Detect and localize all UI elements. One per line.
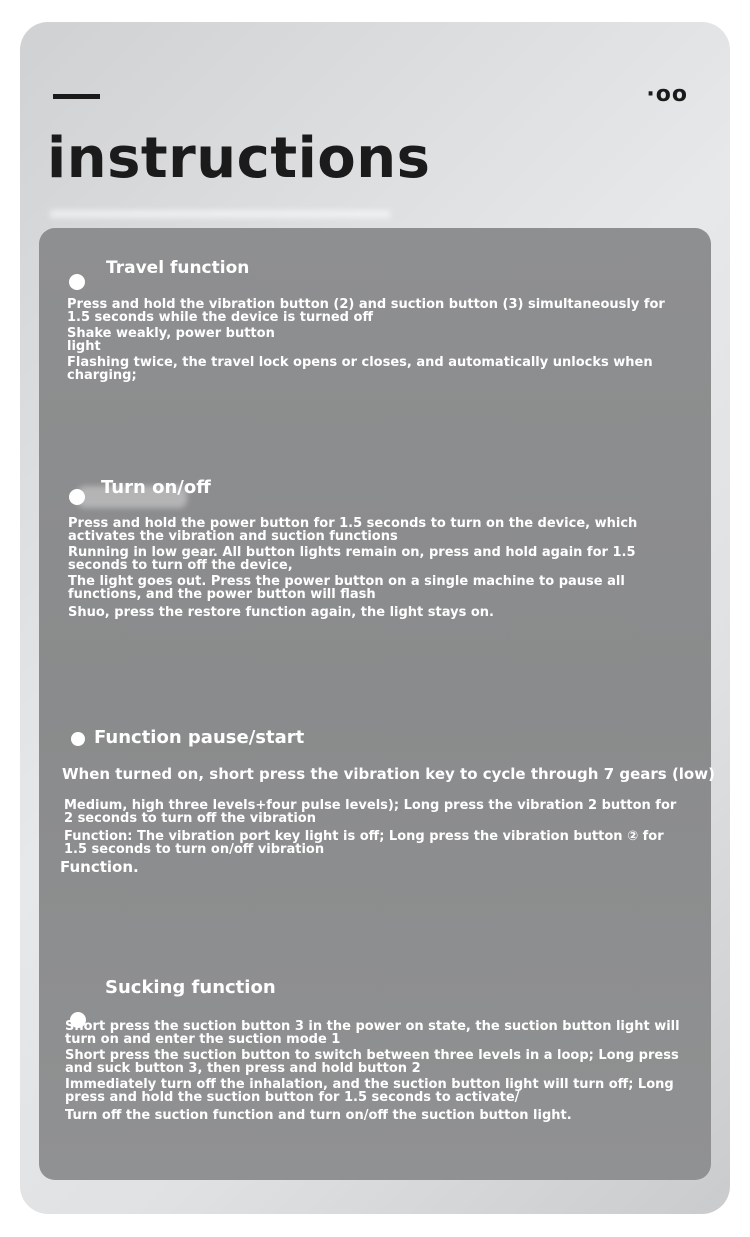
section-body-lead: When turned on, short press the vibration key to cycle through 7 gears (low) <box>62 765 715 783</box>
content-panel <box>39 228 715 1180</box>
section-body <box>67 298 687 382</box>
body-line: Press and hold the vibration button (2) and suction button (3) simultaneously for 1.5 seconds while the device is turned off <box>67 297 665 325</box>
body-line: Function: The vibration port key light is off; Long press the vibration button ② for 1.5 seconds to turn on/off vibration <box>64 829 664 857</box>
body-line: Function. <box>60 858 139 876</box>
section-heading: Travel function <box>106 258 250 278</box>
section-heading: Function pause/start <box>94 727 305 748</box>
bullet-icon <box>71 732 85 746</box>
body-line: Medium, high three levels+four pulse levels); Long press the vibration 2 button for 2 seconds to turn off the vibration <box>64 798 677 826</box>
section-body <box>65 1020 693 1122</box>
body-line: Immediately turn off the inhalation, and the suction button light will turn off; Long press and hold the suction button for 1.5 seconds to activate/ <box>65 1077 674 1105</box>
dash-mark <box>53 94 100 99</box>
corner-mark: ·oo <box>646 82 688 107</box>
section-heading: Sucking function <box>105 977 276 998</box>
body-line: Short press the suction button to switch between three levels in a loop; Long press and suck button 3, then press and hold button 2 <box>65 1048 679 1076</box>
instruction-card <box>20 22 730 1214</box>
bullet-icon <box>69 274 85 290</box>
body-line: The light goes out. Press the power button on a single machine to pause all functions, and the power button will flash <box>68 574 625 602</box>
body-line: Running in low gear. All button lights remain on, press and hold again for 1.5 seconds to turn off the device, <box>68 545 636 573</box>
body-line: Shuo, press the restore function again, the light stays on. <box>68 605 494 620</box>
body-line: Short press the suction button 3 in the power on state, the suction button light will turn on and enter the suction mode 1 <box>65 1019 680 1047</box>
section-body <box>60 798 689 876</box>
bullet-icon <box>69 489 85 505</box>
title-reflection <box>50 210 390 218</box>
section-heading: Turn on/off <box>101 477 211 498</box>
body-line: Shake weakly, power button light <box>67 326 275 354</box>
body-line: Turn off the suction function and turn on/off the suction button light. <box>65 1108 572 1123</box>
body-line: Press and hold the power button for 1.5 seconds to turn on the device, which activates the vibration and suction functions <box>68 516 638 544</box>
section-body <box>68 517 696 619</box>
page-title: instructions <box>47 126 431 191</box>
body-line: Flashing twice, the travel lock opens or closes, and automatically unlocks when charging; <box>67 355 653 383</box>
